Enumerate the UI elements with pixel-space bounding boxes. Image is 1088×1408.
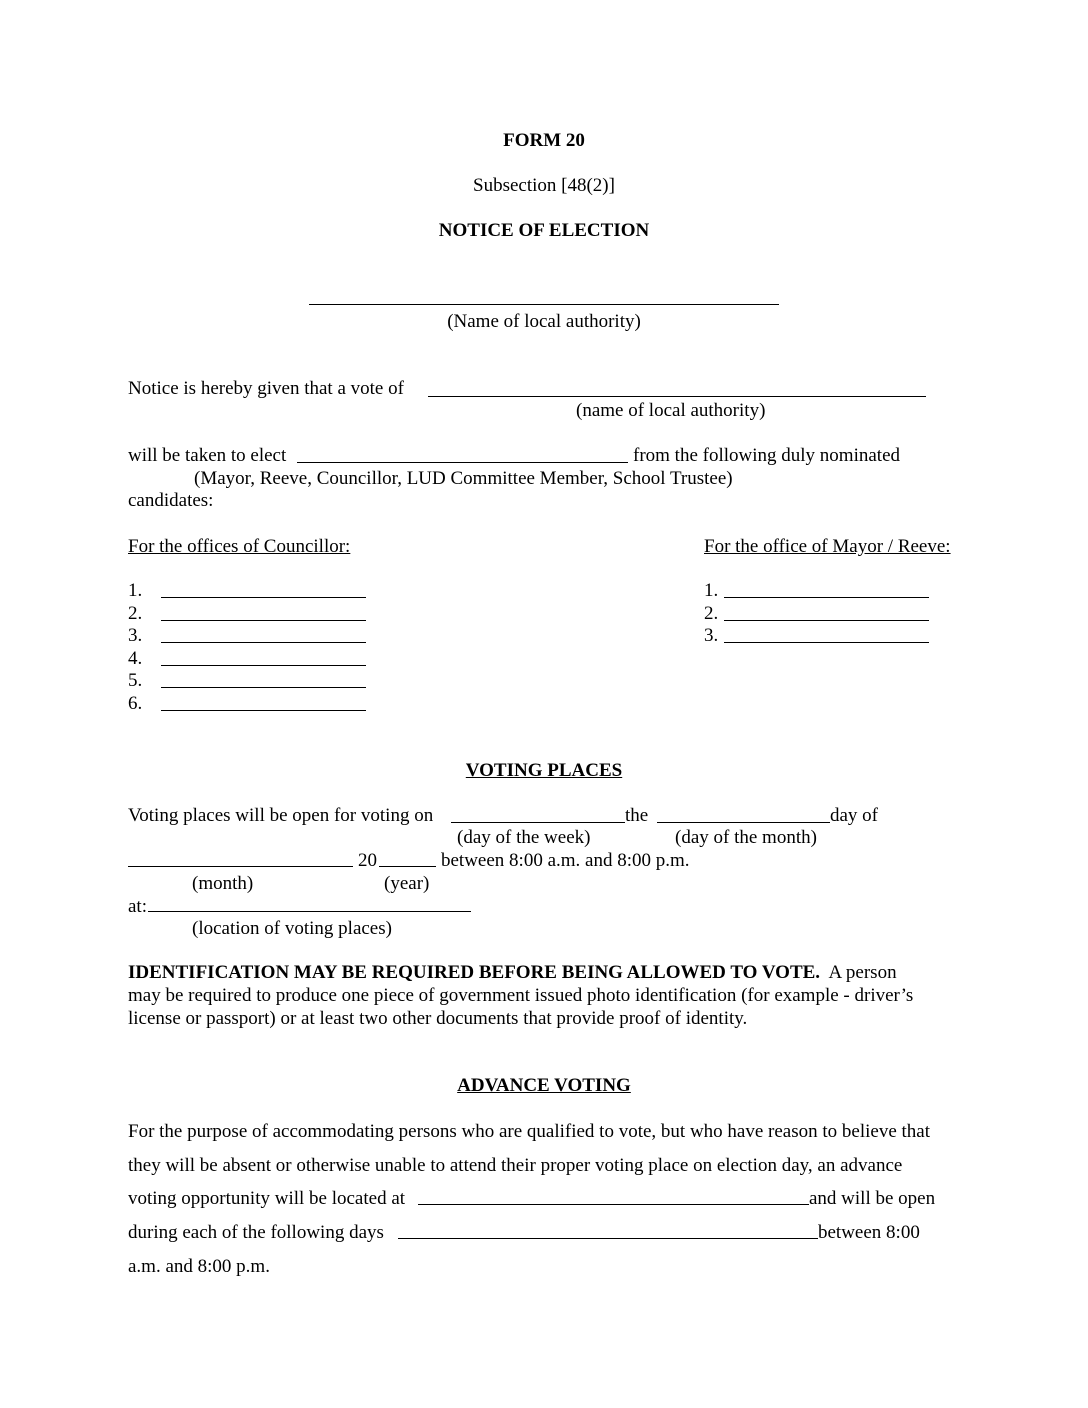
identification-line-2: may be required to produce one piece of government issued photo identification (for example - driver’s	[128, 985, 914, 1006]
councillor-number-1: 1.	[128, 580, 143, 601]
day-of-month-caption: (day of the month)	[675, 827, 817, 848]
year-prefix: 20	[358, 850, 377, 871]
councillor-blank-5[interactable]	[161, 687, 366, 688]
councillor-number-5: 5.	[128, 670, 143, 691]
advance-line-3-prefix: voting opportunity will be located at	[128, 1188, 406, 1209]
mayor-blank-2[interactable]	[724, 620, 929, 621]
advance-voting-heading: ADVANCE VOTING	[457, 1075, 631, 1096]
councillor-number-6: 6.	[128, 693, 143, 714]
voting-open-prefix: Voting places will be open for voting on	[128, 805, 434, 826]
year-blank[interactable]	[379, 866, 436, 867]
month-caption: (month)	[192, 873, 254, 894]
councillor-blank-3[interactable]	[161, 642, 366, 643]
councillor-number-4: 4.	[128, 648, 143, 669]
vote-authority-blank[interactable]	[428, 396, 926, 397]
mayor-number-3: 3.	[704, 625, 719, 646]
page-title: NOTICE OF ELECTION	[438, 220, 650, 241]
councillor-blank-2[interactable]	[161, 620, 366, 621]
advance-line-1: For the purpose of accommodating persons who are qualified to vote, but who have reason to believe that	[128, 1121, 930, 1142]
identification-line-3: license or passport) or at least two other documents that provide proof of identity.	[128, 1008, 748, 1029]
mayor-number-2: 2.	[704, 603, 719, 624]
advance-line-5: a.m. and 8:00 p.m.	[128, 1256, 270, 1277]
voting-places-heading: VOTING PLACES	[465, 760, 623, 781]
advance-line-4-prefix: during each of the following days	[128, 1222, 384, 1243]
elect-office-blank[interactable]	[297, 462, 628, 463]
identification-line-1-rest: A person	[828, 962, 897, 983]
advance-line-3-suffix: and will be open	[809, 1188, 936, 1209]
councillor-blank-6[interactable]	[161, 710, 366, 711]
day-of-week-blank[interactable]	[451, 822, 625, 823]
advance-line-2: they will be absent or otherwise unable to attend their proper voting place on election day, an advance	[128, 1155, 903, 1176]
elect-suffix: from the following duly nominated	[633, 445, 901, 466]
mayor-blank-3[interactable]	[724, 642, 929, 643]
year-caption: (year)	[384, 873, 430, 894]
authority-name-blank[interactable]	[309, 304, 779, 305]
advance-location-blank[interactable]	[418, 1204, 809, 1205]
candidates-label: candidates:	[128, 490, 214, 511]
offices-caption: (Mayor, Reeve, Councillor, LUD Committee Member, School Trustee)	[194, 468, 733, 489]
councillor-blank-4[interactable]	[161, 665, 366, 666]
location-caption: (location of voting places)	[192, 918, 392, 939]
voting-day-of: day of	[830, 805, 879, 826]
voting-hours: between 8:00 a.m. and 8:00 p.m.	[441, 850, 690, 871]
elect-prefix: will be taken to elect	[128, 445, 287, 466]
month-blank[interactable]	[128, 866, 353, 867]
location-blank[interactable]	[148, 911, 471, 912]
councillor-number-3: 3.	[128, 625, 143, 646]
identification-line-1	[128, 963, 897, 982]
form-number: FORM 20	[503, 130, 585, 151]
advance-days-blank[interactable]	[398, 1238, 818, 1239]
vote-authority-caption: (name of local authority)	[576, 400, 766, 421]
councillor-blank-1[interactable]	[161, 597, 366, 598]
day-of-month-blank[interactable]	[657, 822, 830, 823]
subsection-reference: Subsection [48(2)]	[473, 175, 615, 196]
advance-line-4-suffix: between 8:00	[818, 1222, 920, 1243]
notice-intro: Notice is hereby given that a vote of	[128, 378, 404, 399]
councillor-heading: For the offices of Councillor:	[128, 536, 351, 557]
day-of-week-caption: (day of the week)	[457, 827, 591, 848]
voting-the: the	[625, 805, 649, 826]
authority-name-caption: (Name of local authority)	[447, 311, 641, 332]
councillor-number-2: 2.	[128, 603, 143, 624]
mayor-heading: For the office of Mayor / Reeve:	[704, 536, 951, 557]
mayor-number-1: 1.	[704, 580, 719, 601]
mayor-blank-1[interactable]	[724, 597, 929, 598]
identification-bold-text: IDENTIFICATION MAY BE REQUIRED BEFORE BEING ALLOWED TO VOTE.	[128, 962, 821, 983]
at-label: at:	[128, 896, 147, 917]
